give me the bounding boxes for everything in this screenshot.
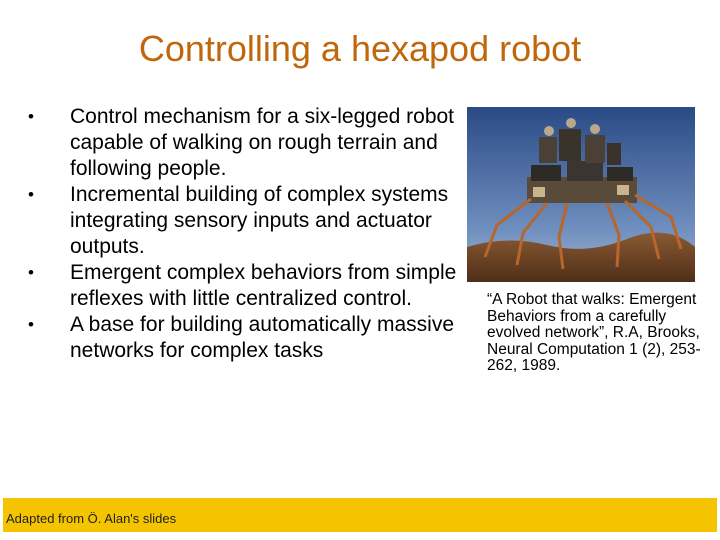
hexapod-robot-photo (467, 107, 695, 282)
bullet-dot: • (28, 107, 34, 126)
hexapod-robot-illustration (467, 107, 695, 282)
bullet-item (28, 104, 468, 182)
bullet-text: A base for building automatically massive networks for complex tasks (70, 313, 455, 362)
bullet-text: Control mechanism for a six-legged robot capable of walking on rough terrain and following people. (70, 105, 455, 180)
photo-citation: “A Robot that walks: Emergent Behaviors from a carefully evolved network”, R.A, Brooks, Neural Computation 1 (2), 253-262, 1989. (487, 291, 701, 374)
bullet-item (28, 312, 468, 364)
bullet-dot: • (28, 185, 34, 204)
bullet-dot: • (28, 315, 34, 334)
bullet-item (28, 182, 468, 260)
bullet-dot: • (28, 263, 34, 282)
footer (0, 498, 720, 540)
slide-title: Controlling a hexapod robot (138, 28, 582, 69)
bullet-text: Emergent complex behaviors from simple reflexes with little centralized control. (70, 261, 457, 310)
bullet-item (28, 260, 468, 312)
bullet-list (28, 104, 468, 364)
bullet-text: Incremental building of complex systems integrating sensory inputs and actuator outputs. (70, 183, 449, 258)
footer-credit: Adapted from Ö. Alan's slides (6, 511, 177, 526)
